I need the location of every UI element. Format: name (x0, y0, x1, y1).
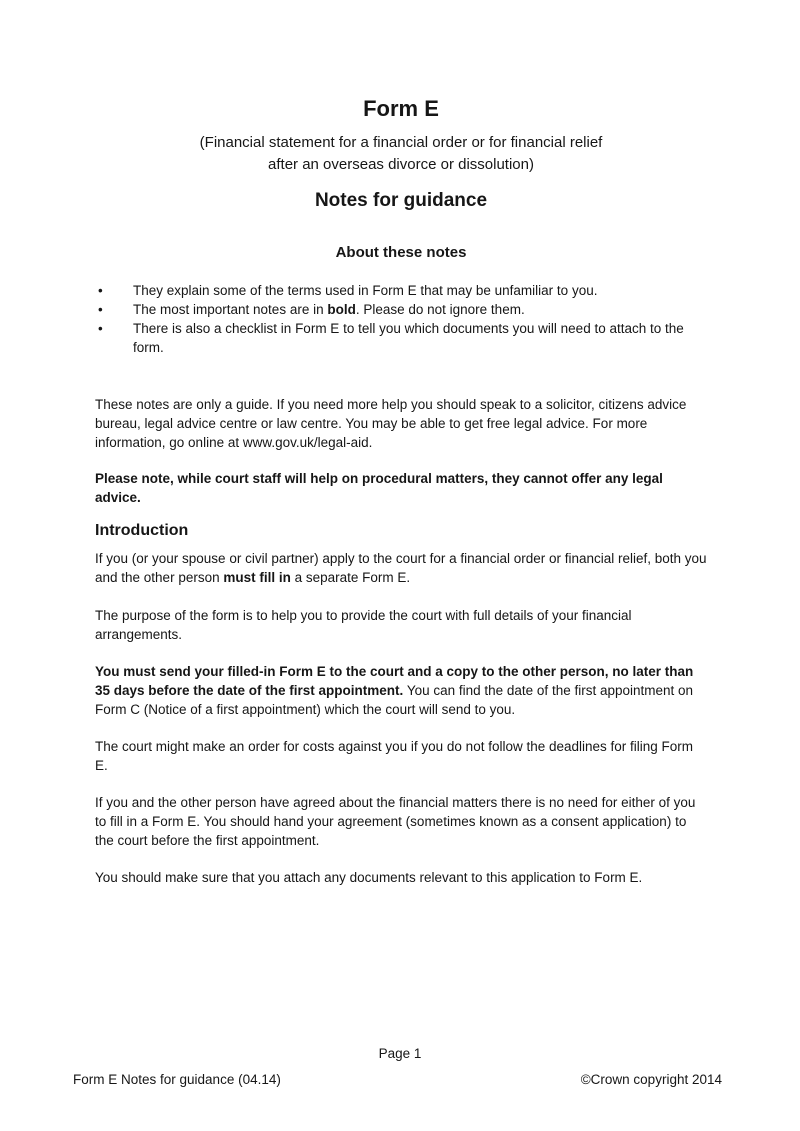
footer-copyright: ©Crown copyright 2014 (580, 1072, 722, 1087)
about-these-notes-heading: About these notes (335, 244, 467, 261)
page-footer (0, 1045, 800, 1088)
list-item (95, 300, 707, 319)
form-subtitle-line2: after an overseas divorce or dissolution) (268, 156, 534, 173)
guide-paragraph: These notes are only a guide. If you need more help you should speak to a solicitor, citizens advice bureau, legal advice centre or law centre. You may be able to get free legal advice. For more information, go online at www.gov.uk/legal-aid. (95, 397, 687, 450)
list-item (95, 319, 707, 357)
page-number: Page 1 (378, 1046, 422, 1061)
bullet-marker: • (98, 302, 103, 317)
introduction-paragraph-1: If you (or your spouse or civil partner) apply to the court for a financial order or financial relief, both you and the other person must fill in a separate Form E. (95, 551, 707, 585)
introduction-paragraph-6: You should make sure that you attach any documents relevant to this application to Form E. (95, 870, 643, 885)
footer-row (0, 1071, 800, 1088)
list-item (95, 281, 707, 300)
introduction-paragraph-5: If you and the other person have agreed about the financial matters there is no need for either of you to fill in a Form E. You should hand your agreement (sometimes known as a consent application) to the court before the first appointment. (95, 795, 696, 848)
doc-type-title: Notes for guidance (314, 190, 488, 211)
court-staff-paragraph: Please note, while court staff will help on procedural matters, they cannot offer any legal advice. (95, 471, 663, 505)
form-title: Form E (363, 96, 439, 121)
page-content (95, 0, 707, 887)
list-item-text: They explain some of the terms used in Form E that may be unfamiliar to you. (133, 283, 598, 298)
bullet-marker: • (98, 321, 103, 336)
form-subtitle-line1: (Financial statement for a financial order or for financial relief (199, 134, 603, 151)
footer-document-id: Form E Notes for guidance (04.14) (73, 1072, 281, 1087)
list-item-text: There is also a checklist in Form E to tell you which documents you will need to attach to the form. (133, 321, 684, 355)
about-notes-list (95, 281, 707, 357)
introduction-heading: Introduction (95, 522, 189, 539)
list-item-text: The most important notes are in bold. Please do not ignore them. (133, 302, 525, 317)
introduction-paragraph-4: The court might make an order for costs against you if you do not follow the deadlines for filing Form E. (95, 739, 694, 773)
form-subtitle (95, 132, 707, 176)
introduction-paragraph-3: You must send your filled-in Form E to the court and a copy to the other person, no later than 35 days before the date of the first appointment. You can find the date of the first appointment on Form C (Notice of a first appointment) which the court will send to you. (95, 664, 694, 717)
bullet-marker: • (98, 283, 103, 298)
introduction-paragraph-2: The purpose of the form is to help you to provide the court with full details of your financial arrangements. (95, 608, 632, 642)
